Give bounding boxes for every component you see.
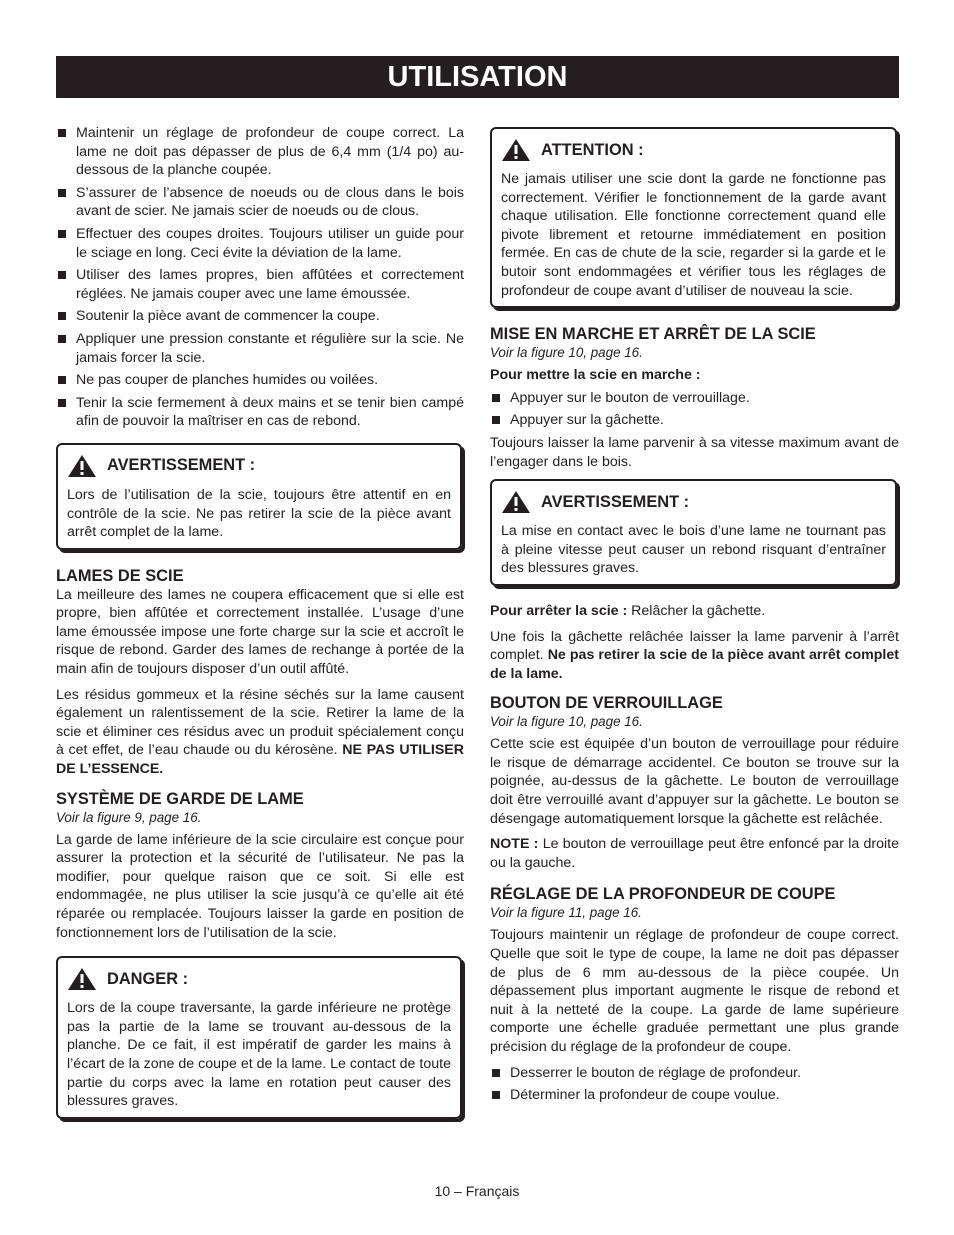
warning-title: AVERTISSEMENT : [541,492,690,511]
note-text: Le bouton de verrouillage peut être enfoncé par la droite ou la gauche. [490,836,899,871]
list-item: S’assurer de l’absence de noeuds ou de clous dans le bois avant de scier. Ne jamais scier de noeuds ou de clous. [56,184,464,221]
paragraph: Toujours laisser la lame parvenir à sa vitesse maximum avant de l’engager dans le bois. [490,434,899,470]
paragraph: Cette scie est équipée d’un bouton de verrouillage pour réduire le risque de démarrage accidentel. Ce bouton se trouve sur la poignée, au-dessus de la gâchette. Le bouton de verrouillage doit être verrouillé avant d’appuyer sur la gâchette. Le bouton se désengage automatiquement lorsque la gâchette est relâchée. [490,736,899,827]
note-label: NOTE : [490,836,539,853]
right-column [490,127,899,1109]
section-heading-garde: SYSTÈME DE GARDE DE LAME [56,789,304,808]
bold-label: Pour arrêter la scie : [490,602,628,619]
figure-reference: Voir la figure 11, page 16. [490,905,642,921]
page-footer: 10 – Français [434,1183,520,1199]
warning-box [56,443,462,550]
paragraph [490,628,899,684]
warning-title: AVERTISSEMENT : [107,456,256,475]
section-heading-marche: MISE EN MARCHE ET ARRÊT DE LA SCIE [490,325,816,344]
list-item: Maintenir un réglage de profondeur de coupe correct. La lame ne doit pas dépasser de plus de 6,4 mm (1/4 po) au-dessous de la planche coupée. [56,124,464,180]
paragraph [490,602,899,621]
list-item: Tenir la scie fermement à deux mains et se tenir bien campé afin de pouvoir la maîtriser en cas de rebond. [56,394,464,431]
list-item: Ne pas couper de planches humides ou voilées. [56,371,464,390]
attention-box [490,127,897,308]
attention-text: Ne jamais utiliser une scie dont la garde ne fonctionne pas correctement. Vérifier le fonctionnement de la garde avant chaque utilisation. Elle fonctionne correctement quand elle pivote librement et retourne immédiatement en position fermée. En cas de chute de la scie, regarder si la garde et le butoir sont endommagées et vérifier tous les réglages de profondeur de coupe avant d’utiliser de nouveau la scie. [501,171,886,299]
paragraph: Toujours maintenir un réglage de profondeur de coupe correct. Quelle que soit le type de coupe, la lame ne doit pas dépasser de plus de 6 mm au-dessous de la pièce coupée. Un dépassement plus important augmente le risque de rebond et nuit à la netteté de la coupe. La garde de lame supérieure comporte une échelle graduée permettant une plus grande précision du réglage de la profondeur de coupe. [490,927,899,1055]
attention-title: ATTENTION : [541,140,644,159]
depth-steps-list [490,1064,899,1105]
paragraph-text: Relâcher la gâchette. [631,602,766,619]
danger-text: Lors de la coupe traversante, la garde inférieure ne protège pas la partie de la lame se trouvant au-dessous de la planche. De ce fait, il est impératif de garder les mains à l’écart de la zone de coupe et de la lame. Le contact de toute partie du corps avec la lame en rotation peut causer des blessures graves. [67,1000,451,1110]
list-item: Appuyer sur la gâchette. [490,411,899,430]
left-column [56,124,464,1135]
paragraph-text: Les résidus gommeux et la résine séchés sur la lame causent également un ralentissement de la scie. Retirer la lame de la scie et éliminer ces résidus avec un produit spécialement conçu à cet effet, de l’eau chaude ou du kérosène. [56,686,464,759]
list-item: Utiliser des lames propres, bien affûtées et correctement réglées. Ne jamais couper avec une lame émoussée. [56,266,464,303]
warning-triangle-icon [67,454,97,478]
bold-warning-text: NE PAS UTILISER DE L’ESSENCE. [56,742,465,778]
section-heading-profondeur: RÉGLAGE DE LA PROFONDEUR DE COUPE [490,885,836,904]
section-heading-lames: LAMES DE SCIE [56,566,184,585]
start-steps-list [490,389,899,430]
note-paragraph [490,835,899,872]
paragraph-text: Une fois la gâchette relâchée laisser la lame parvenir à l’arrêt complet. [490,628,899,664]
subheading: Pour mettre la scie en marche : [490,367,701,384]
figure-reference: Voir la figure 9, page 16. [56,809,202,825]
figure-reference: Voir la figure 10, page 16. [490,345,643,361]
page-banner-title: UTILISATION [56,56,899,98]
warning-box [490,479,897,586]
paragraph: La garde de lame inférieure de la scie circulaire est conçue pour assurer la protection et la sécurité de l’utilisateur. Ne pas la modifier, pour quelque raison que ce soit. Si elle est endommagée, ne plus utiliser la scie jusqu’à ce qu’elle ait été réparée ou remplacée. Toujours laisser la garde en position de fonctionnement lors de l’utilisation de la scie. [56,831,464,941]
warning-text: Lors de l’utilisation de la scie, toujours être attentif en en contrôle de la scie. Ne pas retirer la scie de la pièce avant arrêt complet de la lame. [67,486,451,541]
list-item: Effectuer des coupes droites. Toujours utiliser un guide pour le sciage en long. Ceci évite la déviation de la lame. [56,225,464,262]
warning-text: La mise en contact avec le bois d’une lame ne tournant pas à pleine vitesse peut causer un rebond risquant d’entraîner des blessures graves. [501,523,886,577]
list-item: Desserrer le bouton de réglage de profondeur. [490,1064,899,1083]
section-heading-verrou: BOUTON DE VERROUILLAGE [490,694,723,713]
warning-triangle-icon [501,138,531,162]
danger-title: DANGER : [107,969,189,988]
list-item: Soutenir la pièce avant de commencer la coupe. [56,307,464,326]
figure-reference: Voir la figure 10, page 16. [490,714,643,730]
warning-triangle-icon [501,490,531,514]
list-item: Appliquer une pression constante et régulière sur la scie. Ne jamais forcer la scie. [56,330,464,367]
bold-warning-text: Ne pas retirer la scie de la pièce avant arrêt complet de la lame. [490,647,899,682]
list-item: Déterminer la profondeur de coupe voulue. [490,1086,899,1105]
paragraph [56,686,464,779]
danger-box [56,956,462,1119]
safety-bullet-list [56,124,464,431]
list-item: Appuyer sur le bouton de verrouillage. [490,389,899,408]
warning-triangle-icon [67,967,97,991]
paragraph: La meilleure des lames ne coupera efficacement que si elle est propre, bien affûtée et correctement installée. L’usage d’une lame émoussée impose une forte charge sur la scie et accroît le risque de rebond. Garder des lames de rechange à portée de la main afin de toujours disposer d’un outil affûté. [56,586,464,678]
